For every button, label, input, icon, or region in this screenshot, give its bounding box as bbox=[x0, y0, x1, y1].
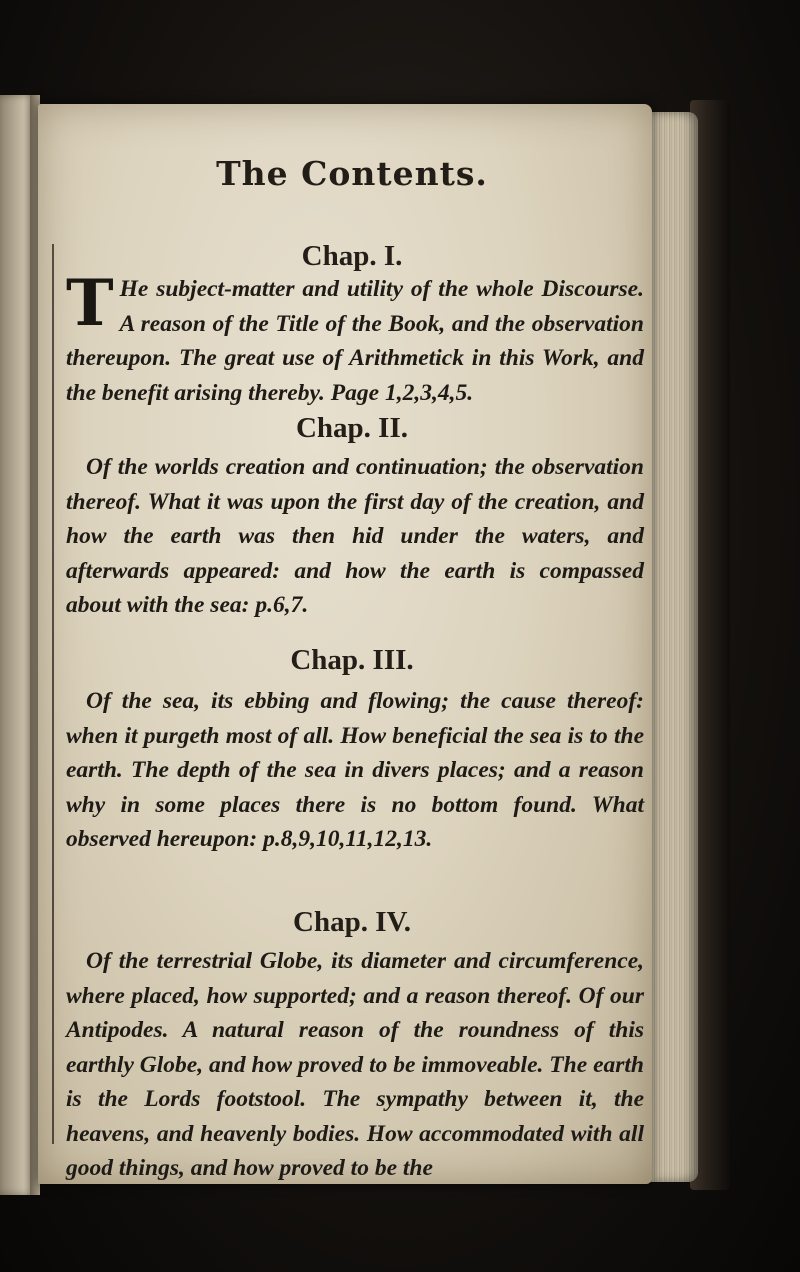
drop-cap: T bbox=[66, 266, 114, 341]
chapter-summary-4 bbox=[66, 944, 644, 1186]
chapter-summary-2-text: Of the worlds creation and continuation; the observation thereof. What it was upon the first day of the creation, and how the earth was then hid under the waters, and afterwards appeared: and how the earth is compassed about with the sea: p.6,7. bbox=[66, 454, 644, 618]
chapter-summary-3-text: Of the sea, its ebbing and flowing; the cause thereof: when it purgeth most of all. How beneficial the sea is to the earth. The depth of the sea in divers places; and a reason why in some places there is no bottom found. What observed hereupon: p.8,9,10,11,12,13. bbox=[66, 688, 644, 852]
chapter-summary-1 bbox=[66, 266, 644, 410]
chapter-heading-1: Chap. I. bbox=[301, 240, 403, 272]
chapter-summary-4-text: Of the terrestrial Globe, its diameter and circumference, where placed, how supported; and a reason thereof. Of our Antipodes. A natural reason of the roundness of this earthly Globe, and how proved to be immoveable. The earth is the Lords footstool. The sympathy between it, the heavens, and heavenly bodies. How accommodated with all good things, and how proved to be the bbox=[66, 948, 644, 1181]
chapter-summary-1-text: He subject-matter and utility of the whole Discourse. A reason of the Title of the Book, and the observation thereupon. The great use of Arithmetick in this Work, and the benefit arising thereby. Page 1,2,3,4,5. bbox=[66, 276, 644, 406]
margin-rule bbox=[52, 244, 54, 1144]
chapter-summary-3 bbox=[66, 684, 644, 857]
facing-page-edge bbox=[0, 95, 34, 1195]
chapter-summary-2 bbox=[66, 450, 644, 623]
page-title: The Contents. bbox=[216, 154, 488, 193]
chapter-heading-2: Chap. II. bbox=[295, 412, 409, 444]
contents-page bbox=[38, 104, 652, 1184]
chapter-heading-4: Chap. IV. bbox=[293, 906, 411, 938]
page-body bbox=[52, 104, 652, 1184]
chapter-heading-3: Chap. III. bbox=[290, 644, 414, 676]
